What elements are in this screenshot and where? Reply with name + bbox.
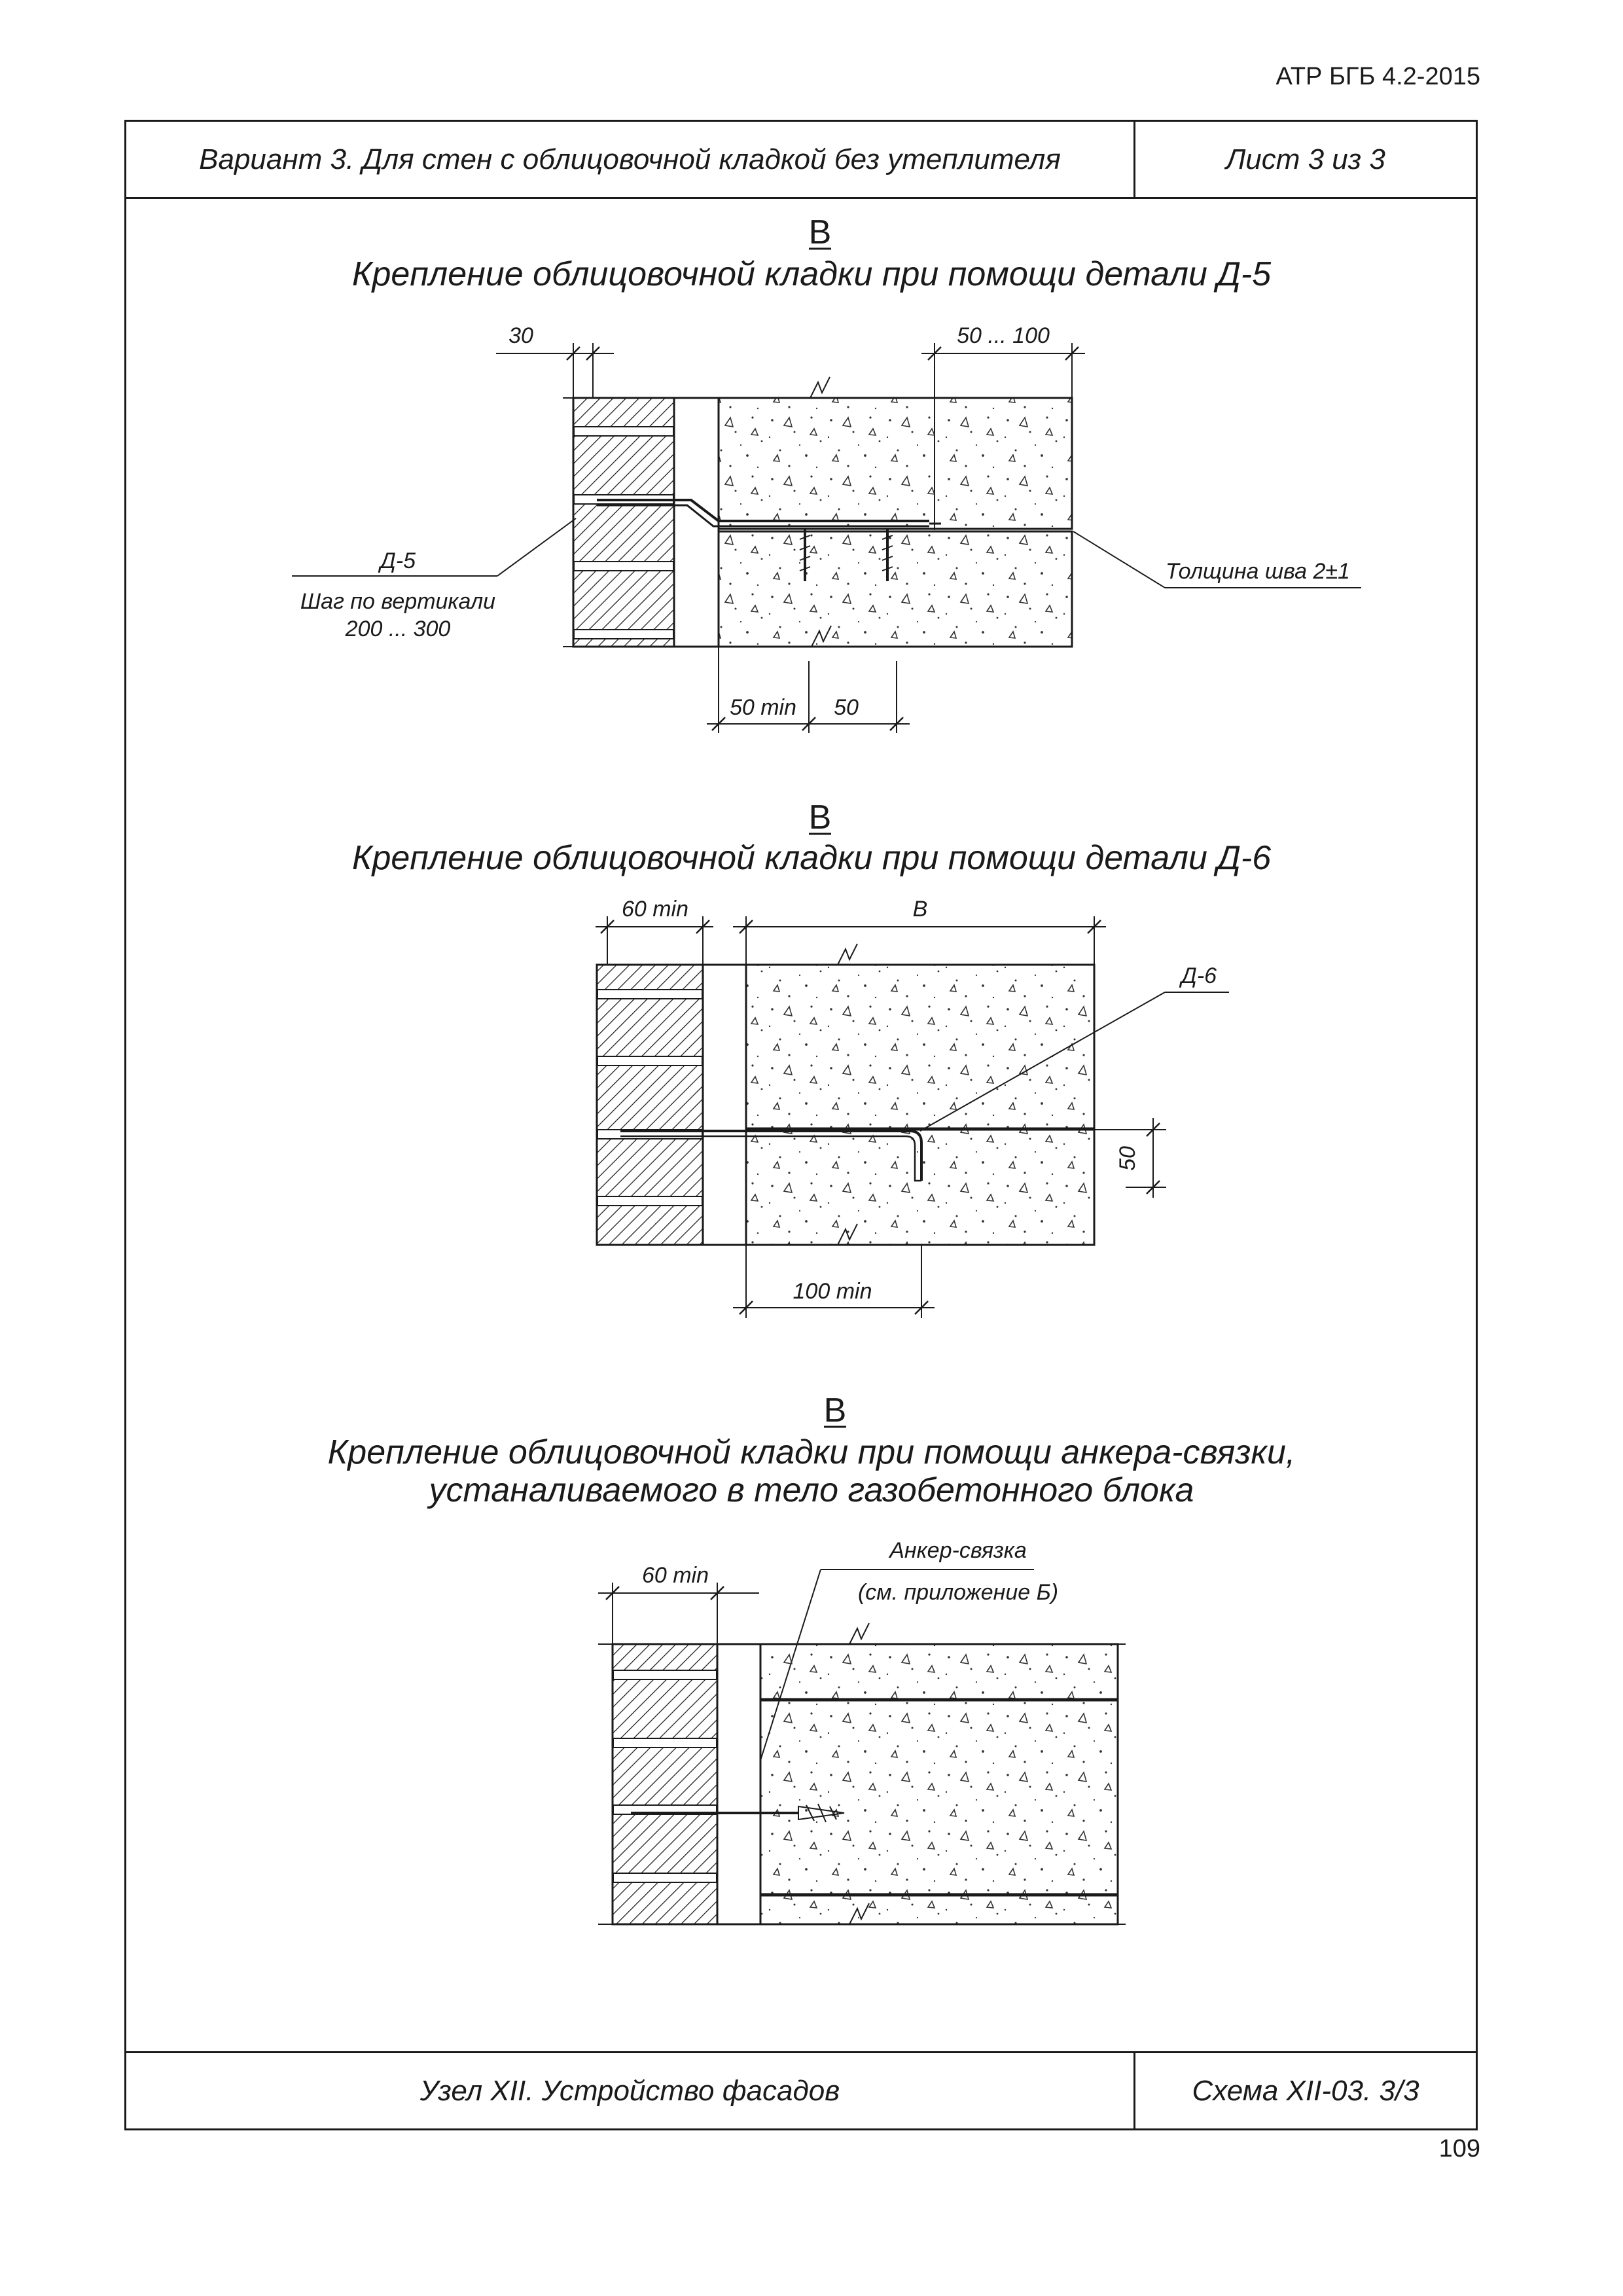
detail-3-concrete-block-bottom: [760, 1895, 1118, 1924]
footer-scheme: Схема XII-03. 3/3: [1135, 2051, 1476, 2128]
detail-d6: [352, 798, 1271, 1318]
detail-3-title-line-2: устаналиваемого в тело газобетонного блока: [429, 1471, 1194, 1509]
detail-2-concrete-block-upper: [746, 965, 1094, 1128]
detail-anchor: [328, 1391, 1296, 1924]
detail-1-concrete-block-lower: [719, 531, 1072, 647]
header-sheet: Лист 3 из 3: [1135, 122, 1476, 199]
detail-2-part-label: Д-6: [1181, 963, 1217, 988]
detail-3-title-line-1: Крепление облицовочной кладки при помощи анкера-связки,: [327, 1433, 1296, 1471]
detail-1-dim-top-left: 30: [508, 323, 533, 348]
detail-3-concrete-block-top: [760, 1644, 1118, 1699]
detail-3-anchor-reference: (см. приложение Б): [857, 1580, 1059, 1605]
detail-1-dim-bottom-left: 50 min: [729, 695, 797, 720]
detail-1-title: Крепление облицовочной кладки при помощи детали Д-5: [351, 255, 1272, 293]
detail-3-dim-top-left: 60 min: [641, 1563, 709, 1588]
detail-1-dim-top-right: 50 ... 100: [957, 323, 1050, 348]
footer-node: Узел XII. Устройство фасадов: [126, 2051, 1135, 2128]
detail-2-dim-top-right: В: [912, 897, 928, 922]
detail-1-dim-bottom-right: 50: [834, 695, 859, 720]
detail-1-joint-label: Толщина шва 2±1: [1166, 559, 1350, 584]
detail-1-step-label: Шаг по вертикали: [300, 589, 496, 614]
page-number: 109: [1438, 2135, 1480, 2162]
document-code: АТР БГБ 4.2-2015: [1275, 63, 1480, 90]
detail-3-concrete-block-middle: [760, 1700, 1118, 1894]
detail-3-anchor-label: Анкер-связка: [889, 1538, 1027, 1563]
detail-1-mark: В: [808, 213, 832, 251]
detail-2-dim-bottom: 100 min: [793, 1279, 872, 1304]
detail-2-mark: В: [808, 798, 832, 836]
detail-2-title: Крепление облицовочной кладки при помощи детали Д-6: [351, 839, 1272, 877]
detail-1-step-value: 200 ... 300: [345, 617, 451, 641]
detail-1-concrete-block-upper: [719, 398, 1072, 529]
detail-d5: [292, 213, 1361, 733]
detail-2-dim-top-left: 60 min: [621, 897, 689, 922]
detail-1-part-label: Д-5: [380, 548, 416, 573]
detail-2-dim-side: 50: [1115, 1146, 1140, 1171]
header-title: Вариант 3. Для стен с облицовочной кладкой без утеплителя: [126, 122, 1135, 199]
detail-3-mark: В: [823, 1391, 847, 1429]
